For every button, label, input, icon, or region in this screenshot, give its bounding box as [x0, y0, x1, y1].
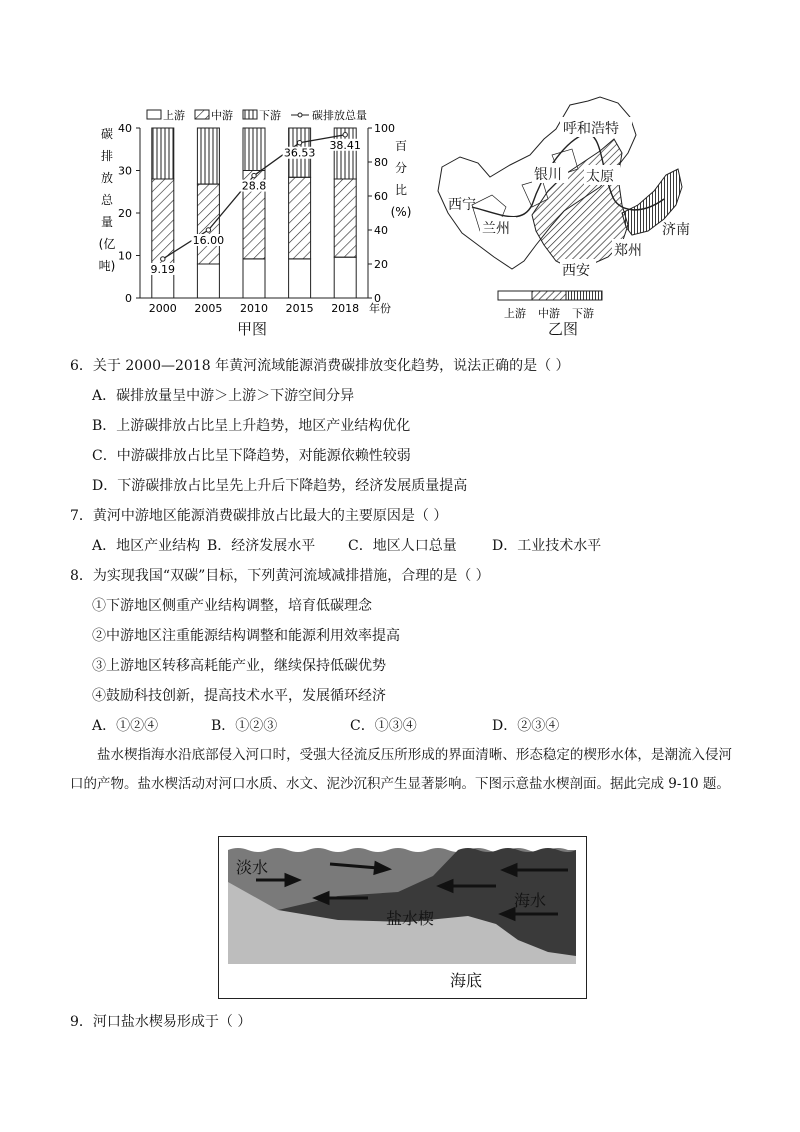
total-emission-point: [297, 141, 301, 145]
map-legend-upper: 上游: [504, 307, 526, 320]
legend-middle: 中游: [211, 109, 233, 122]
city-lanzhou: 兰州: [482, 221, 510, 237]
left-axis-title-char: 量: [100, 215, 114, 229]
legend-line-marker: [298, 113, 302, 117]
x-tick-label: 2015: [285, 302, 314, 315]
bar-segment-lower-2005: [197, 128, 219, 184]
bar-segment-upper-2018: [334, 257, 356, 298]
total-emission-label: 9.19: [150, 262, 176, 276]
city-jinan: 济南: [662, 222, 690, 238]
legend-swatch-upper: [147, 110, 161, 119]
total-emission-point: [161, 257, 165, 261]
left-axis-title-char: 排: [100, 149, 114, 163]
label-fresh-water: 淡水: [236, 858, 269, 877]
bar-segment-lower-2000: [152, 128, 174, 179]
city-yinchuan: 银川: [534, 167, 562, 183]
question-8-option-b[interactable]: B．①②③: [211, 718, 278, 734]
right-axis-title-char: 比: [394, 183, 408, 197]
right-tick-label: 40: [374, 224, 388, 237]
left-axis-title: [99, 126, 116, 273]
right-axis-title-char: 分: [394, 161, 408, 175]
left-tick-label: 40: [118, 122, 132, 135]
right-tick-label: 0: [374, 292, 381, 305]
right-axis-title-char: 百: [394, 139, 408, 153]
question-6-option-c[interactable]: C．中游碳排放占比呈下降趋势，对能源依赖性较弱: [92, 448, 411, 464]
x-tick-label: 2000: [148, 302, 177, 315]
legend-swatch-middle: [195, 110, 209, 119]
total-emission-label: 38.41: [329, 138, 361, 152]
legend-swatch-lower: [243, 110, 257, 119]
question-7-stem: 7．黄河中游地区能源消费碳排放占比最大的主要原因是（ ）: [70, 508, 448, 524]
question-8-statement-3: ③上游地区转移高耗能产业，继续保持低碳优势: [92, 658, 386, 674]
x-tick-label: 2005: [194, 302, 223, 315]
bar-segment-middle-2005: [197, 184, 219, 264]
legend-total: 碳排放总量: [312, 109, 367, 122]
x-tick-label: 2018: [331, 302, 360, 315]
bar-segment-upper-2015: [289, 259, 311, 298]
label-sea-water: 海水: [514, 891, 547, 910]
label-seabed: 海底: [450, 971, 483, 990]
left-axis-title-char: (亿: [98, 237, 116, 251]
x-axis-unit: 年份: [369, 302, 391, 315]
question-7-option-d[interactable]: D．工业技术水平: [492, 538, 602, 554]
figure-jia-caption: 甲图: [237, 320, 268, 338]
right-tick-label: 100: [374, 122, 395, 135]
legend-lower: 下游: [259, 109, 281, 122]
carbon-emission-chart: [95, 100, 415, 345]
question-6-option-d[interactable]: D．下游碳排放占比呈先上升后下降趋势，经济发展质量提高: [92, 478, 468, 494]
left-axis-title-char: 吨): [98, 259, 116, 273]
city-taiyuan: 太原: [586, 169, 614, 185]
question-6-option-a[interactable]: A．碳排放量呈中游＞上游＞下游空间分异: [92, 388, 355, 404]
question-8-option-a[interactable]: A．①②④: [92, 718, 159, 734]
left-axis-title-char: 碳: [100, 127, 114, 141]
salt-wedge-passage: 盐水楔指海水沿底部侵入河口时，受强大径流反压所形成的界面清晰、形态稳定的楔形水体，是潮流入侵河口的产物。盐水楔活动对河口水质、水文、泥沙沉积产生显著影响。下图示意盐水楔剖面。据此完成 9-10 题。: [70, 747, 732, 792]
question-8-option-c[interactable]: C．①③④: [350, 718, 417, 734]
total-emission-point: [343, 133, 347, 137]
city-zhengzhou: 郑州: [614, 243, 642, 259]
bar-segment-middle-2018: [334, 179, 356, 257]
left-tick-label: 10: [118, 249, 132, 263]
right-tick-label: 80: [374, 156, 388, 169]
question-8-option-d[interactable]: D．②③④: [492, 718, 560, 734]
right-tick-label: 20: [374, 258, 388, 271]
bar-segment-upper-2010: [243, 259, 265, 298]
bar-segment-upper-2005: [197, 264, 219, 298]
left-tick-label: 20: [118, 207, 132, 220]
left-axis-title-char: 放: [100, 171, 114, 185]
bar-segment-lower-2010: [243, 128, 265, 171]
bar-segment-middle-2015: [289, 177, 311, 259]
yellow-river-basin-map: [432, 95, 690, 325]
legend-upper: 上游: [163, 109, 185, 122]
city-xining: 西宁: [448, 197, 476, 213]
question-9-stem: 9．河口盐水楔易形成于（ ）: [70, 1014, 252, 1030]
question-8-statement-1: ①下游地区侧重产业结构调整，培育低碳理念: [92, 598, 372, 614]
map-legend-middle: 中游: [538, 307, 560, 320]
map-legend-middle-swatch: [532, 291, 566, 300]
map-legend-upper-swatch: [498, 291, 532, 300]
x-tick-label: 2010: [240, 302, 268, 315]
total-emission-label: 28.8: [241, 179, 267, 193]
left-tick-label: 0: [125, 292, 132, 305]
total-emission-point: [206, 228, 210, 232]
right-axis-title: [391, 139, 412, 219]
total-emission-label: 16.00: [192, 234, 225, 247]
map-legend-lower-swatch: [566, 291, 602, 300]
map-legend-lower: 下游: [572, 307, 594, 320]
question-8-statement-4: ④鼓励科技创新，提高技术水平，发展循环经济: [92, 688, 386, 704]
left-axis-title-char: 总: [100, 193, 114, 207]
left-tick-label: 30: [118, 164, 132, 178]
question-6-stem: 6．关于 2000—2018 年黄河流域能源消费碳排放变化趋势，说法正确的是（ ）: [70, 358, 570, 374]
total-emission-point: [252, 173, 256, 177]
right-axis-title-char: (%): [390, 205, 412, 219]
question-7-option-a[interactable]: A．地区产业结构: [92, 538, 201, 554]
salt-wedge-diagram: [218, 836, 587, 999]
total-emission-label: 36.53: [283, 146, 316, 160]
figure-yi-caption: 乙图: [548, 320, 579, 338]
bar-segment-middle-2000: [152, 179, 174, 264]
question-7-option-b[interactable]: B．经济发展水平: [207, 538, 316, 554]
city-xian: 西安: [562, 263, 590, 279]
city-hohhot: 呼和浩特: [563, 121, 619, 137]
right-tick-label: 60: [374, 190, 388, 203]
question-7-option-c[interactable]: C．地区人口总量: [348, 538, 457, 554]
question-8-stem: 8．为实现我国“双碳”目标，下列黄河流域减排措施，合理的是（ ）: [70, 568, 490, 584]
chart-legend: [147, 108, 367, 122]
question-6-option-b[interactable]: B．上游碳排放占比呈上升趋势，地区产业结构优化: [92, 418, 411, 434]
label-salt-wedge: 盐水楔: [386, 909, 435, 928]
question-8-statement-2: ②中游地区注重能源结构调整和能源利用效率提高: [92, 628, 400, 644]
